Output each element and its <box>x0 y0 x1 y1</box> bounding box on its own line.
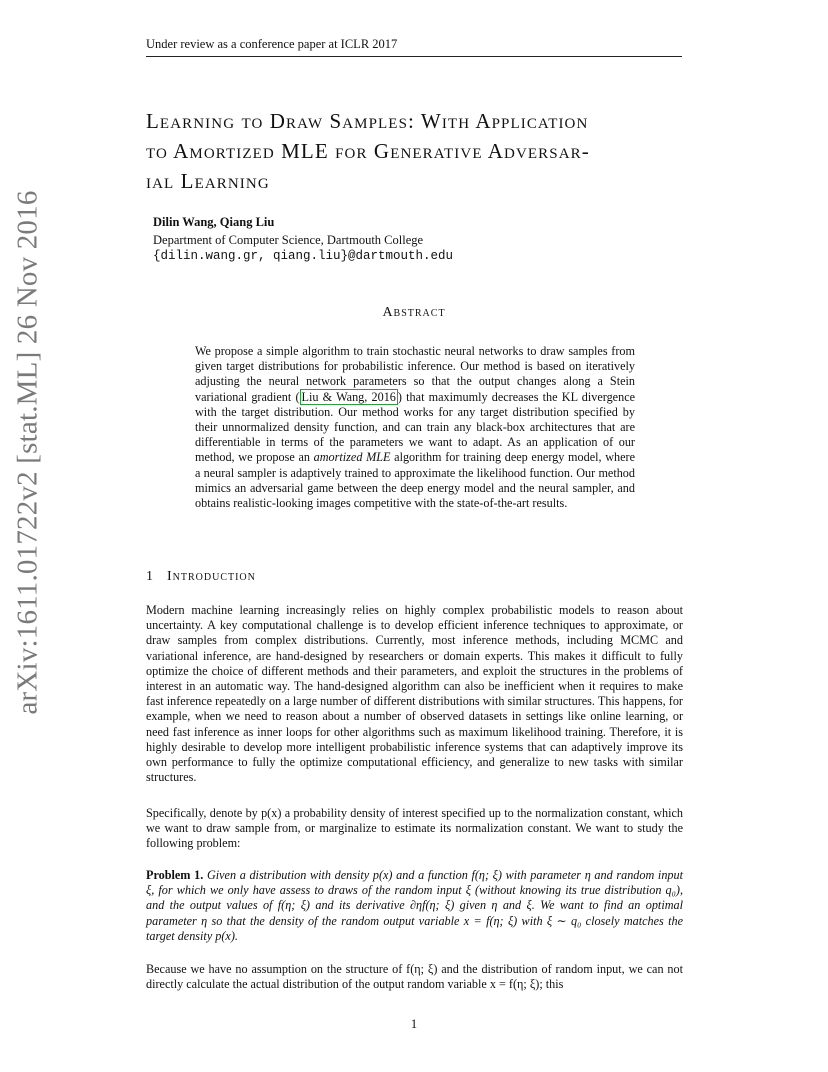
section-title: Introduction <box>167 569 256 584</box>
authors: Dilin Wang, Qiang Liu <box>153 215 275 229</box>
title-line: ial Learning <box>146 169 270 193</box>
problem-statement <box>146 868 683 944</box>
abstract-text: algorithm for training deep energy model, where a neural sampler is adaptively trained to approximate the likelihood function. Our method mimics an adversarial game between the deep energy model and the neural sampler, and obtains realistic-looking images competitive with the state-of-the-art results. <box>195 450 636 511</box>
section-number: 1 <box>146 569 153 584</box>
abstract-body <box>195 344 635 511</box>
problem-text: Given a distribution with density p(x) and a function f(η; ξ) with parameter η and random input ξ, for which we only have assess to draws of the random input ξ (without knowing its true distribution q₀), and the output values of f(η; ξ) and its derivative ∂ηf(η; ξ) given η and ξ. We want to find an optimal parameter η so that the density of the random output variable x = f(η; ξ) with ξ ∼ q₀ closely matches the target density p(x). <box>146 868 683 943</box>
abstract-heading: Abstract <box>382 305 446 320</box>
arxiv-id: arXiv:1611.01722v2 [stat.ML] 26 Nov 2016 <box>11 190 44 715</box>
title-line: to Amortized MLE for Generative Adversar- <box>146 139 590 163</box>
abstract-text: We propose a simple algorithm to train stochastic neural networks to draw samples from given target distributions for probabilistic inference. Our method is based on iteratively adjusting the neural network parameters so that the output changes along a Stein variational gradient ( <box>195 344 635 404</box>
page-number: 1 <box>410 1017 418 1031</box>
abstract-text: ) that maximumly decreases the KL divergence with the target distribution. Our method works for any target distribution specified by their unnormalized density function, and can train any black-box architectures that are differentiable in terms of the parameters we want to adapt. As an application of our method, we propose an <box>195 389 636 465</box>
paragraph: Specifically, denote by p(x) a probability density of interest specified up to the normalization constant, which we want to draw sample from, or marginalize to estimate its normalization constant. We want to study the following problem: <box>146 806 683 851</box>
paper-title <box>146 106 692 196</box>
citation-link[interactable]: Liu & Wang, 2016 <box>301 389 396 404</box>
title-line: Learning to Draw Samples: With Application <box>146 109 589 133</box>
running-header: Under review as a conference paper at ICLR 2017 <box>146 37 682 57</box>
paragraph: Modern machine learning increasingly relies on highly complex probabilistic models to reason about uncertainty. A key computational challenge is to develop efficient inference techniques to approximate, or draw samples from complex distributions. Currently, most inference methods, including MCMC and variational inference, are hand-designed by researchers or domain experts. This makes it difficult to fully optimize the choice of different methods and their parameters, and exploit the structures in the problems of interest in an automatic way. The hand-designed algorithm can also be inefficient when it requires to make fast inference repeatedly on a large number of different distributions with similar structures. This happens, for example, when we need to reason about a number of observed datasets in settings like online learning, or need fast inference as inner loops for other algorithms such as maximum likelihood training. Therefore, it is highly desirable to develop more intelligent probabilistic inference systems that can adaptively improve its own performance to fully the optimize computational efficiency, and generalize to new tasks with similar structures. <box>146 603 683 785</box>
affiliation: Department of Computer Science, Dartmouth College <box>153 233 424 247</box>
abstract-emphasis: amortized MLE <box>313 450 391 465</box>
email: {dilin.wang.gr, qiang.liu}@dartmouth.edu <box>153 249 454 263</box>
section-heading <box>146 569 256 585</box>
paragraph: Because we have no assumption on the structure of f(η; ξ) and the distribution of random input, we can not directly calculate the actual distribution of the output random variable x = f(η; ξ); this <box>146 962 683 992</box>
problem-label: Problem 1. <box>146 868 204 882</box>
arxiv-watermark <box>8 190 48 715</box>
